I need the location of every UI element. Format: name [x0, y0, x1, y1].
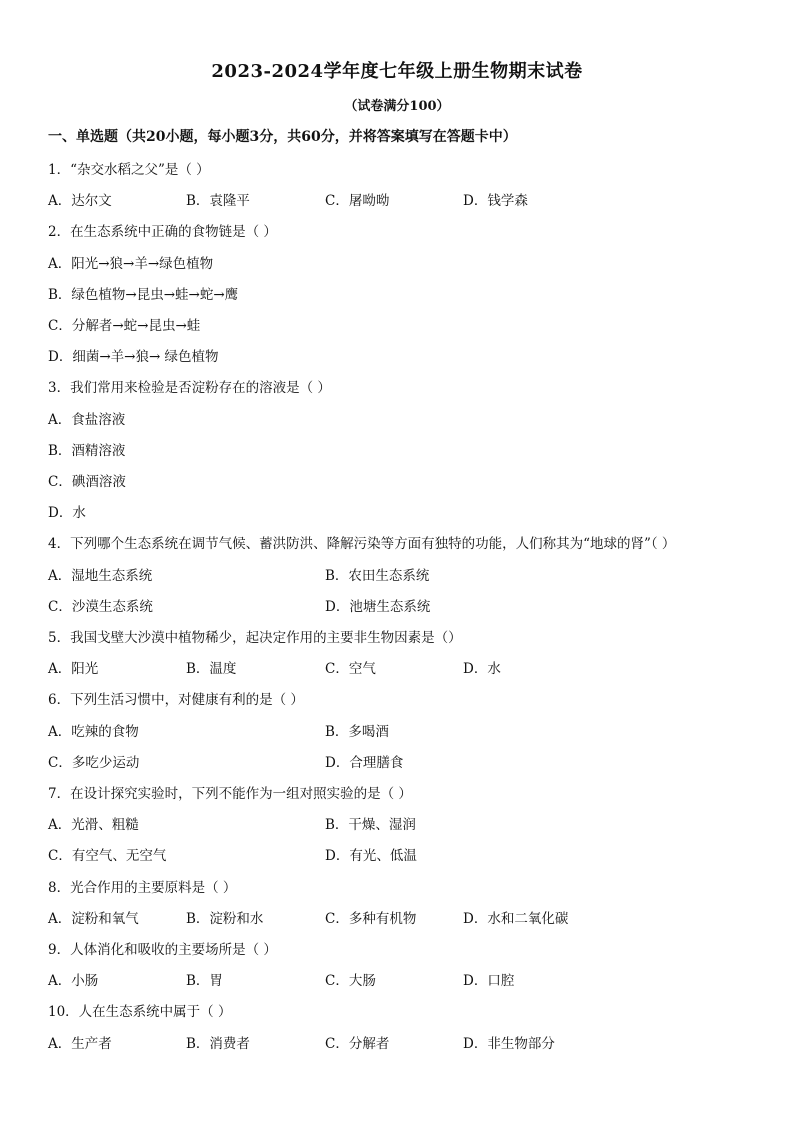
question-stem: 9．人体消化和吸收的主要场所是（ ） [48, 942, 277, 958]
answer-option[interactable]: D．口腔 [463, 973, 515, 990]
answer-option[interactable]: B．绿色植物→昆虫→蛙→蛇→鹰 [48, 286, 239, 303]
answer-option[interactable]: B．多喝酒 [325, 723, 389, 740]
answer-option[interactable]: B．干燥、湿润 [325, 817, 416, 834]
answer-option[interactable]: B．温度 [186, 661, 237, 678]
answer-option[interactable]: C．大肠 [325, 973, 376, 990]
section-title: 一、单选题（共20小题，每小题3分，共60分，并将答案填写在答题卡中） [48, 129, 517, 145]
answer-option[interactable]: A．阳光→狼→羊→绿色植物 [48, 255, 214, 272]
answer-option[interactable]: A．食盐溶液 [48, 411, 126, 428]
answer-option[interactable]: D．钱学森 [463, 193, 528, 210]
answer-option[interactable]: C．分解者→蛇→昆虫→蛙 [48, 318, 201, 334]
answer-option[interactable]: D．池塘生态系统 [325, 598, 431, 615]
answer-option[interactable]: A．湿地生态系统 [48, 567, 153, 584]
question-stem: 5．我国戈壁大沙漠中植物稀少，起决定作用的主要非生物因素是（） [48, 630, 462, 646]
answer-option[interactable]: C．碘酒溶液 [48, 474, 126, 490]
answer-option[interactable]: D．有光、低温 [325, 848, 417, 865]
question-stem: 3．我们常用来检验是否淀粉存在的溶液是（ ） [48, 380, 331, 397]
answer-option[interactable]: C．沙漠生态系统 [48, 598, 153, 615]
question-stem: 1．“杂交水稻之父”是（ ） [48, 162, 210, 178]
answer-option[interactable]: A．达尔文 [48, 193, 112, 210]
answer-option[interactable]: D．细菌→羊→狼→ 绿色植物 [48, 349, 219, 366]
question-stem: 8．光合作用的主要原料是（ ） [48, 879, 237, 896]
answer-option[interactable]: A．小肠 [48, 973, 99, 990]
question-stem: 2．在生态系统中正确的食物链是（ ） [48, 224, 277, 241]
answer-option[interactable]: A．光滑、粗糙 [48, 817, 139, 834]
answer-option[interactable]: A．吃辣的食物 [48, 723, 139, 740]
answer-option[interactable]: D．非生物部分 [463, 1035, 555, 1052]
answer-option[interactable]: C．屠呦呦 [325, 193, 390, 210]
page-subtitle: （试卷满分100） [344, 99, 450, 114]
answer-option[interactable]: B．胃 [186, 973, 223, 990]
answer-option[interactable]: D．水 [48, 505, 86, 522]
answer-option[interactable]: A．淀粉和氧气 [48, 910, 139, 927]
answer-option[interactable]: B．消费者 [186, 1035, 250, 1052]
answer-option[interactable]: C．空气 [325, 661, 376, 678]
question-stem: 7．在设计探究实验时，下列不能作为一组对照实验的是（ ） [48, 786, 412, 802]
page-title: 2023-2024学年度七年级上册生物期末试卷 [211, 61, 583, 82]
answer-option[interactable]: C．多种有机物 [325, 910, 417, 927]
answer-option[interactable]: C．分解者 [325, 1035, 390, 1052]
answer-option[interactable]: C．有空气、无空气 [48, 848, 167, 865]
answer-option[interactable]: B．袁隆平 [186, 193, 250, 210]
answer-option[interactable]: D．水 [463, 661, 501, 678]
answer-option[interactable]: C．多吃少运动 [48, 754, 140, 771]
answer-option[interactable]: A．生产者 [48, 1035, 112, 1052]
answer-option[interactable]: B．农田生态系统 [325, 567, 430, 584]
answer-option[interactable]: D．水和二氧化碳 [463, 910, 569, 927]
question-stem: 6．下列生活习惯中，对健康有利的是（ ） [48, 692, 304, 709]
question-stem: 10．人在生态系统中属于（ ） [48, 1004, 232, 1021]
answer-option[interactable]: B．酒精溶液 [48, 442, 126, 459]
answer-option[interactable]: A．阳光 [48, 661, 99, 678]
answer-option[interactable]: B．淀粉和水 [186, 910, 264, 927]
question-stem: 4．下列哪个生态系统在调节气候、蓄洪防洪、降解污染等方面有独特的功能，人们称其为“地球的肾”（ ） [48, 536, 676, 553]
answer-option[interactable]: D．合理膳食 [325, 754, 404, 771]
